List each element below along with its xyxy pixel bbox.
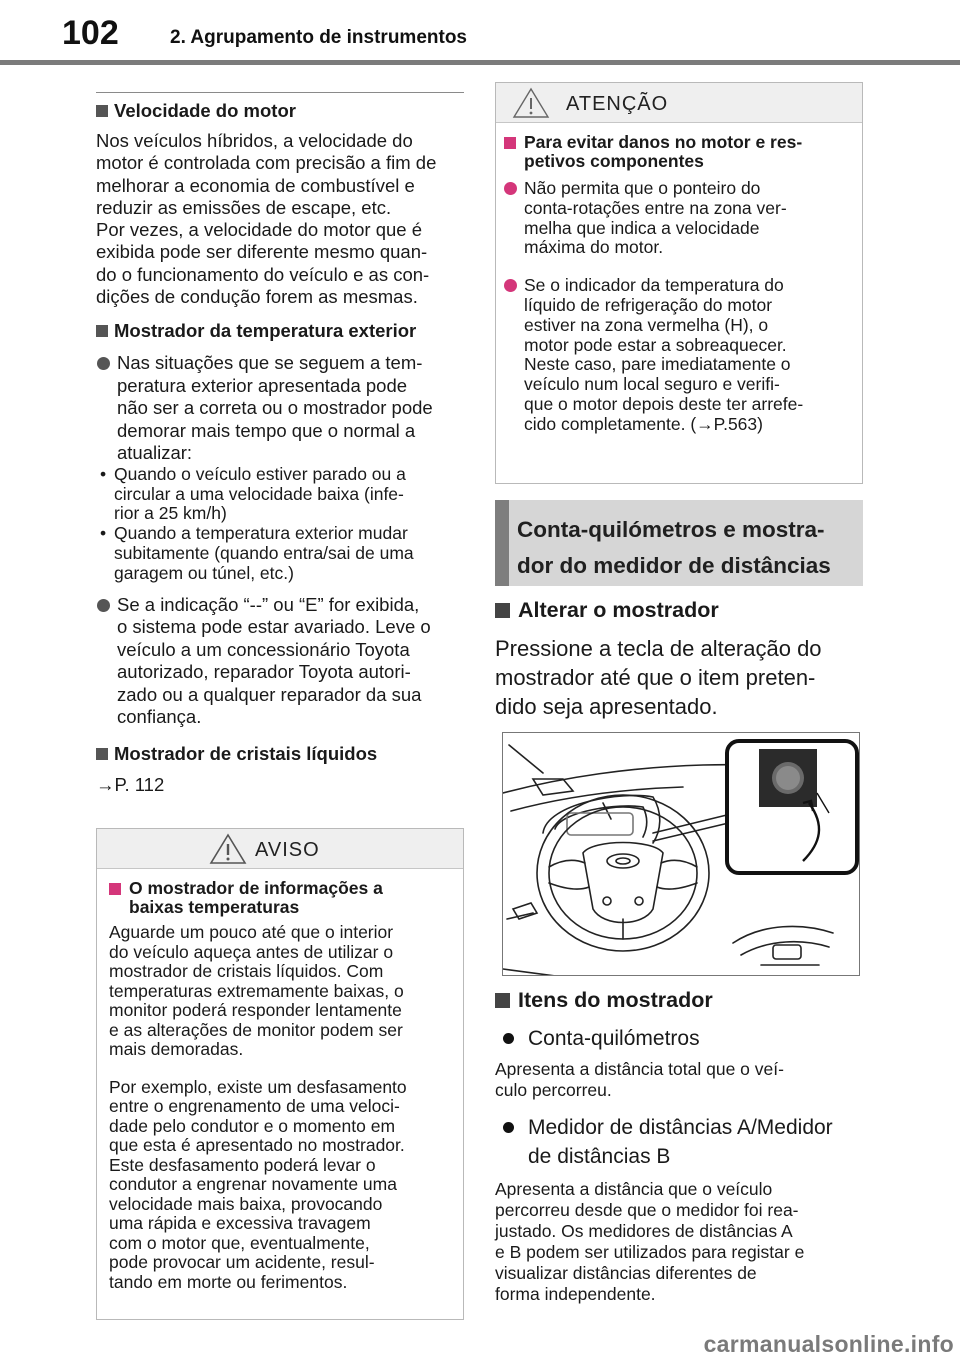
- square-bullet-icon: [504, 137, 516, 149]
- round-bullet-icon: [97, 357, 110, 370]
- engine-speed-text: Nos veículos híbridos, a velocidade do motor é controlada com precisão a fim de melhorar a economia de combustível e reduzir as emissões de escape, etc. Por vezes, a velocidade do motor que é exibida pode ser diferente mesmo quan- do o funcionamento do veículo e as con- dições de condução forem as mesmas.: [96, 130, 437, 308]
- change-display-section: [495, 596, 863, 721]
- warning-box-subheading: O mostrador de informações a baixas temperaturas: [109, 879, 449, 917]
- caution-bullet-2: Se o indicador da temperatura do líquido de refrigeração do motor estiver na zona vermelha (H), o motor pode estar a sobreaquecer. Neste caso, pare imediatamente o veículo num local seguro e verifi- que o motor depois deste ter arrefe- cido completamente. (→P.563): [504, 276, 850, 434]
- outside-temp-subbullet-1: • Quando o veículo estiver parado ou a circular a uma velocidade baixa (infe- rior a 25 km/h): [100, 463, 406, 524]
- odometer-section-heading: Conta-quilómetros e mostra- dor do medidor de distâncias: [495, 500, 863, 586]
- left-column: [96, 92, 464, 797]
- round-bullet-icon: [504, 182, 517, 195]
- caution-triangle-icon: [512, 87, 550, 119]
- warning-box-header: [97, 829, 463, 869]
- page-header: [0, 0, 960, 66]
- square-bullet-icon: [495, 993, 510, 1008]
- square-bullet-icon: [109, 883, 121, 895]
- warning-paragraph-2: Por exemplo, existe um desfasamento entre o engrenamento de uma veloci- dade pelo condutor e o momento em que esta é apresentado no mostrador. Este desfasamento poderá levar o condutor a engrenar novamente uma velocidade mais baixa, provocando uma rápida e excessiva travagem com o motor que, eventualmente, pode provocar um acidente, resul- tando em morte ou ferimentos.: [109, 1076, 407, 1292]
- odometer-description: Apresenta a distância total que o veí- culo percorreu.: [495, 1059, 784, 1100]
- round-bullet-icon: [97, 599, 110, 612]
- square-bullet-icon: [96, 325, 108, 337]
- outside-temp-bullet-2: Se a indicação “--” ou “E” for exibida, o sistema pode estar avariado. Leve o veículo a um concessionário Toyota autorizado, reparador Toyota autori- zado ou a qualquer reparador da sua confiança.: [96, 594, 464, 729]
- trip-meter-item: Medidor de distâncias A/Medidor de distâncias B: [495, 1113, 863, 1171]
- display-change-button-icon: [759, 749, 817, 807]
- change-display-heading: Alterar o mostrador: [495, 596, 863, 624]
- caution-box-title: ATENÇÃO: [566, 93, 669, 115]
- dashboard-illustration: [502, 732, 860, 976]
- round-bullet-icon: [503, 1033, 514, 1044]
- header-rule: [0, 60, 960, 65]
- section-engine-speed-heading: Velocidade do motor: [96, 98, 464, 124]
- caution-bullet-1: Não permita que o ponteiro do conta-rotações entre na zona ver- melha que indica a velocidade máxima do motor.: [504, 179, 850, 258]
- caution-box-body: [496, 123, 862, 435]
- round-bullet-icon: [503, 1122, 514, 1133]
- warning-box: [96, 828, 464, 1320]
- square-bullet-icon: [96, 105, 108, 117]
- round-bullet-icon: [504, 279, 517, 292]
- change-display-text: Pressione a tecla de alteração do mostrador até que o item preten- dido seja apresentado.: [495, 636, 822, 719]
- warning-triangle-icon: [209, 833, 247, 865]
- steering-wheel-dashboard-drawing: [503, 733, 860, 976]
- watermark: carmanualsonline.info: [703, 1331, 954, 1357]
- warning-box-title: AVISO: [255, 839, 320, 861]
- odometer-item: Conta-quilómetros: [495, 1024, 863, 1053]
- outside-temp-subbullet-2: • Quando a temperatura exterior mudar subitamente (quando entra/sai de uma garagem ou túnel, etc.): [100, 523, 414, 583]
- chapter-title: 2. Agrupamento de instrumentos: [170, 27, 467, 48]
- square-bullet-icon: [96, 748, 108, 760]
- outside-temp-bullet-1: Nas situações que se seguem a tem- peratura exterior apresentada pode não ser a correta ou o mostrador pode demorar mais tempo que o normal a atualizar:: [96, 352, 464, 465]
- square-bullet-icon: [495, 603, 510, 618]
- display-items-section: [495, 986, 863, 1305]
- caution-box-subheading: Para evitar danos no motor e res- petivos componentes: [504, 133, 850, 171]
- column-top-rule: [96, 92, 464, 93]
- caution-box: [495, 82, 863, 484]
- warning-box-body: [97, 869, 463, 1292]
- page-number: 102: [62, 14, 119, 52]
- caution-box-header: [496, 83, 862, 123]
- section-lcd-heading: Mostrador de cristais líquidos: [96, 741, 464, 767]
- lcd-page-reference[interactable]: →P. 112: [96, 773, 165, 795]
- section-outside-temp-heading: Mostrador da temperatura exterior: [96, 318, 464, 344]
- trip-meter-description: Apresenta a distância que o veículo percorreu desde que o medidor foi rea- justado. Os medidores de distâncias A e B podem ser utilizados para registar e visualizar distâncias diferentes de forma independente.: [495, 1179, 805, 1304]
- warning-paragraph-1: Aguarde um pouco até que o interior do veículo aqueça antes de utilizar o mostrador de cristais líquidos. Com temperaturas extremamente baixas, o monitor poderá responder lentamente e as alterações de monitor podem ser mais demoradas.: [109, 922, 404, 1059]
- display-items-heading: Itens do mostrador: [495, 986, 863, 1014]
